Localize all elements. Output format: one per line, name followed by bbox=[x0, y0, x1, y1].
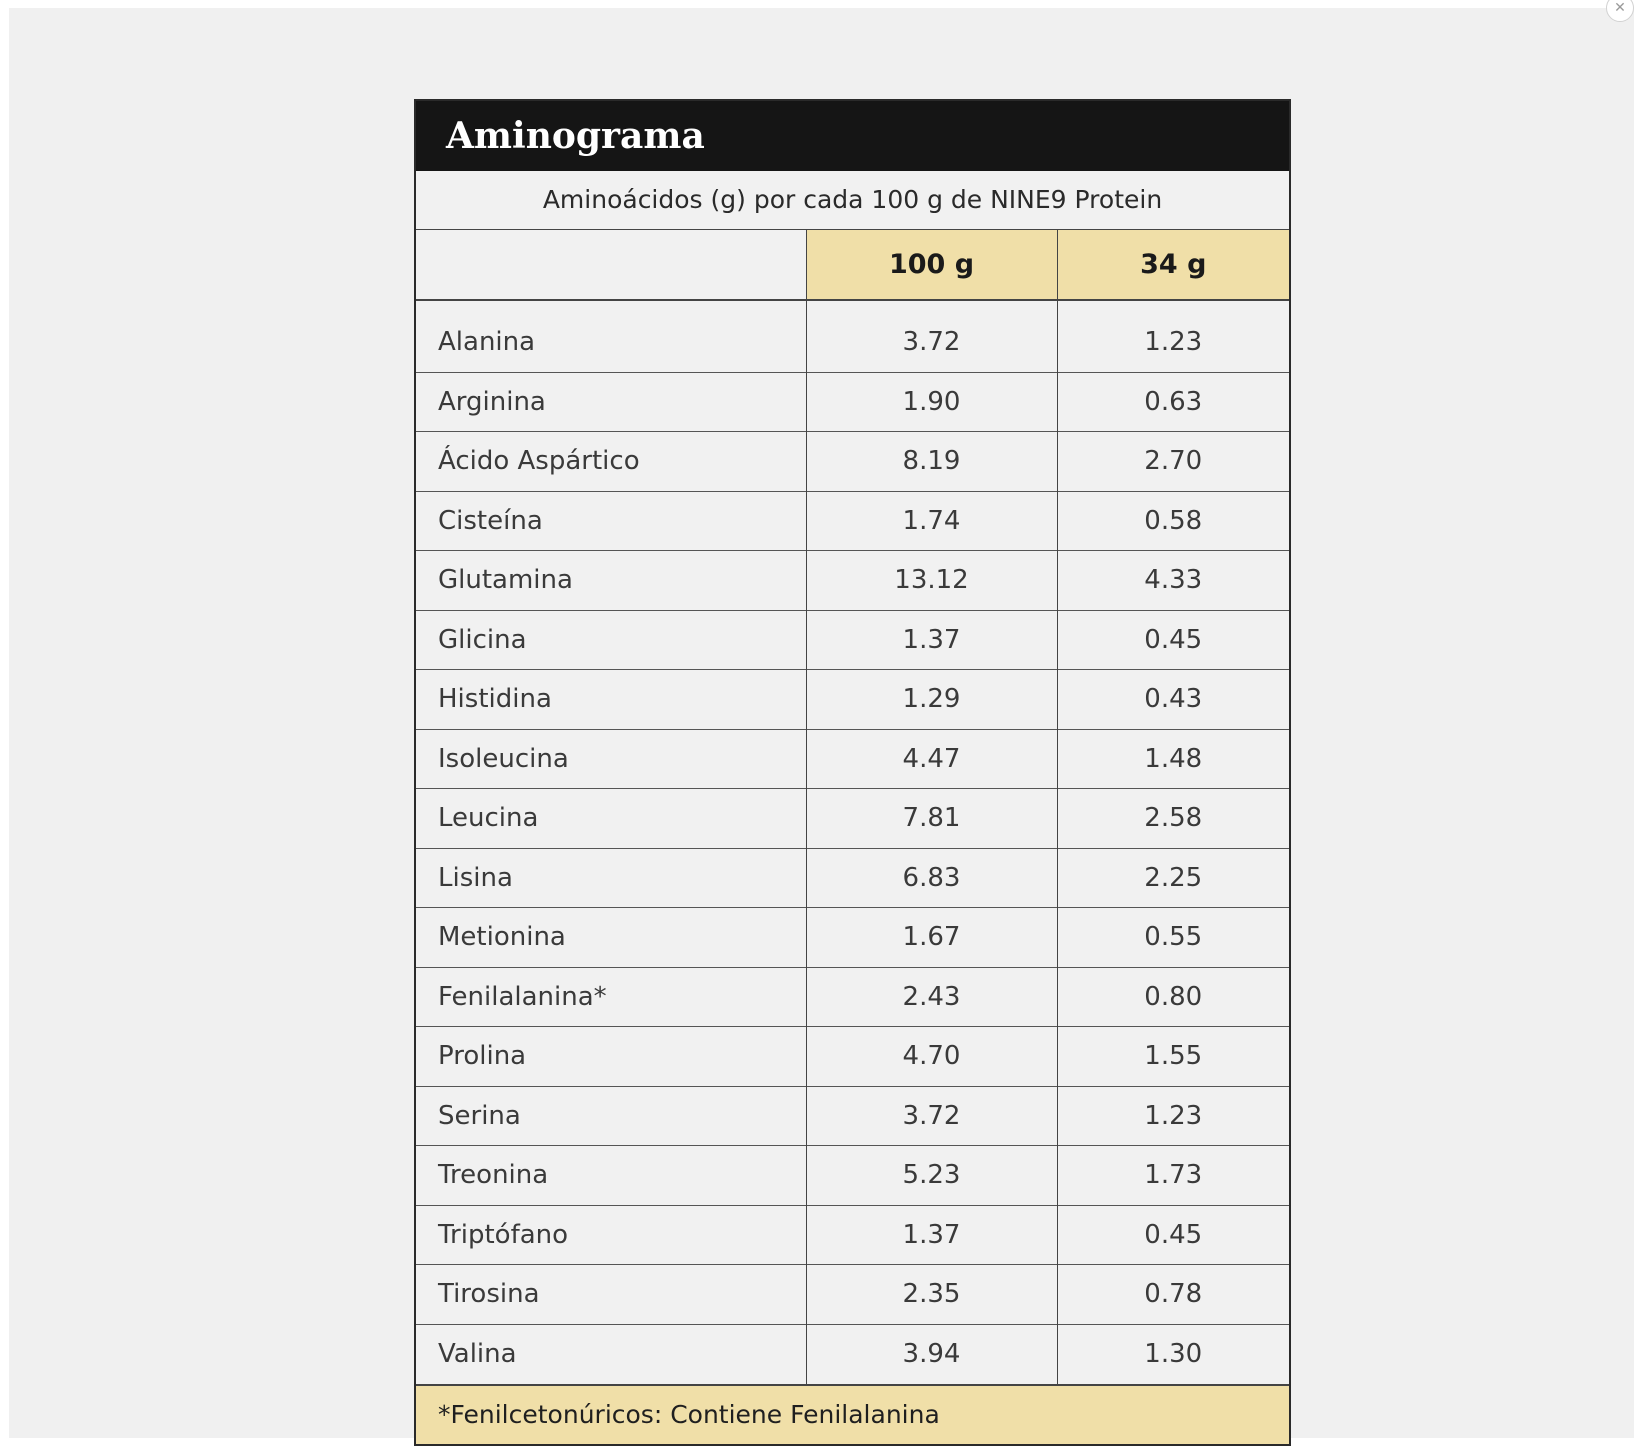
table-row bbox=[416, 1086, 1289, 1146]
aminoacid-name: Arginina bbox=[416, 372, 806, 432]
footnote: *Fenilcetonúricos: Contiene Fenilalanina bbox=[416, 1384, 1289, 1444]
value-100g: 1.74 bbox=[806, 491, 1057, 551]
aminoacid-name: Alanina bbox=[438, 326, 536, 357]
value-100g: 4.70 bbox=[806, 1027, 1057, 1087]
close-icon[interactable]: ✕ bbox=[1606, 0, 1634, 22]
aminogram-card bbox=[414, 99, 1291, 1446]
value-34g: 2.70 bbox=[1057, 432, 1289, 492]
value-34g: 1.48 bbox=[1057, 729, 1289, 789]
card-title: Aminograma bbox=[416, 101, 1289, 171]
value-100g: 1.67 bbox=[806, 908, 1057, 968]
aminoacid-name: Fenilalanina* bbox=[416, 967, 806, 1027]
value-100g: 1.29 bbox=[806, 670, 1057, 730]
aminoacid-name: Serina bbox=[416, 1086, 806, 1146]
aminoacid-name: Lisina bbox=[416, 848, 806, 908]
header-100g: 100 g bbox=[806, 230, 1057, 300]
value-34g: 1.73 bbox=[1057, 1146, 1289, 1206]
value-100g: 4.47 bbox=[806, 729, 1057, 789]
table-row bbox=[416, 491, 1289, 551]
value-100g: 5.23 bbox=[806, 1146, 1057, 1206]
value-100g: 1.90 bbox=[806, 372, 1057, 432]
value-100g: 2.35 bbox=[806, 1265, 1057, 1325]
table-row bbox=[416, 670, 1289, 730]
aminoacid-name: Metionina bbox=[416, 908, 806, 968]
table-row bbox=[416, 300, 1289, 372]
table-row bbox=[416, 1324, 1289, 1384]
table-row bbox=[416, 848, 1289, 908]
aminoacid-name: Valina bbox=[416, 1324, 806, 1384]
value-34g: 2.25 bbox=[1057, 848, 1289, 908]
table-row bbox=[416, 729, 1289, 789]
value-100g: 3.94 bbox=[806, 1324, 1057, 1384]
aminoacid-name: Glicina bbox=[416, 610, 806, 670]
table-row bbox=[416, 967, 1289, 1027]
value-34g: 0.43 bbox=[1057, 670, 1289, 730]
value-100g: 8.19 bbox=[806, 432, 1057, 492]
value-34g: 1.30 bbox=[1057, 1324, 1289, 1384]
value-34g: 0.45 bbox=[1057, 610, 1289, 670]
table-row bbox=[416, 1205, 1289, 1265]
aminoacid-name: Treonina bbox=[416, 1146, 806, 1206]
table-row bbox=[416, 1027, 1289, 1087]
aminoacid-name: Isoleucina bbox=[416, 729, 806, 789]
table-row bbox=[416, 551, 1289, 611]
value-100g: 13.12 bbox=[806, 551, 1057, 611]
aminoacid-name: Tirosina bbox=[416, 1265, 806, 1325]
value-100g: 1.37 bbox=[806, 1205, 1057, 1265]
value-100g: 2.43 bbox=[806, 967, 1057, 1027]
value-34g: 0.80 bbox=[1057, 967, 1289, 1027]
value-34g: 4.33 bbox=[1057, 551, 1289, 611]
table-row bbox=[416, 789, 1289, 849]
value-34g: 0.55 bbox=[1057, 908, 1289, 968]
value-100g: 7.81 bbox=[806, 789, 1057, 849]
value-34g: 1.55 bbox=[1057, 1027, 1289, 1087]
value-100g: 3.72 bbox=[806, 300, 1057, 372]
card-subtitle: Aminoácidos (g) por cada 100 g de NINE9 Protein bbox=[416, 171, 1289, 230]
value-34g: 2.58 bbox=[1057, 789, 1289, 849]
aminoacid-name: Leucina bbox=[416, 789, 806, 849]
aminoacid-name: Histidina bbox=[416, 670, 806, 730]
table-header-row bbox=[416, 230, 1289, 300]
table-row bbox=[416, 1265, 1289, 1325]
header-34g: 34 g bbox=[1057, 230, 1289, 300]
table-row bbox=[416, 610, 1289, 670]
table-row bbox=[416, 908, 1289, 968]
value-100g: 6.83 bbox=[806, 848, 1057, 908]
value-100g: 1.37 bbox=[806, 610, 1057, 670]
value-100g: 3.72 bbox=[806, 1086, 1057, 1146]
aminoacid-name: Glutamina bbox=[416, 551, 806, 611]
aminoacid-name: Triptófano bbox=[416, 1205, 806, 1265]
value-34g: 0.78 bbox=[1057, 1265, 1289, 1325]
aminoacid-name: Ácido Aspártico bbox=[416, 432, 806, 492]
aminoacid-name: Prolina bbox=[416, 1027, 806, 1087]
value-34g: 0.58 bbox=[1057, 491, 1289, 551]
value-34g: 0.63 bbox=[1057, 372, 1289, 432]
table-row bbox=[416, 1146, 1289, 1206]
aminoacid-table bbox=[416, 230, 1289, 1384]
aminoacid-name: Cisteína bbox=[416, 491, 806, 551]
value-34g: 1.23 bbox=[1057, 300, 1289, 372]
table-row bbox=[416, 432, 1289, 492]
value-34g: 1.23 bbox=[1057, 1086, 1289, 1146]
table-row bbox=[416, 372, 1289, 432]
header-blank-cell bbox=[416, 230, 806, 300]
value-34g: 0.45 bbox=[1057, 1205, 1289, 1265]
